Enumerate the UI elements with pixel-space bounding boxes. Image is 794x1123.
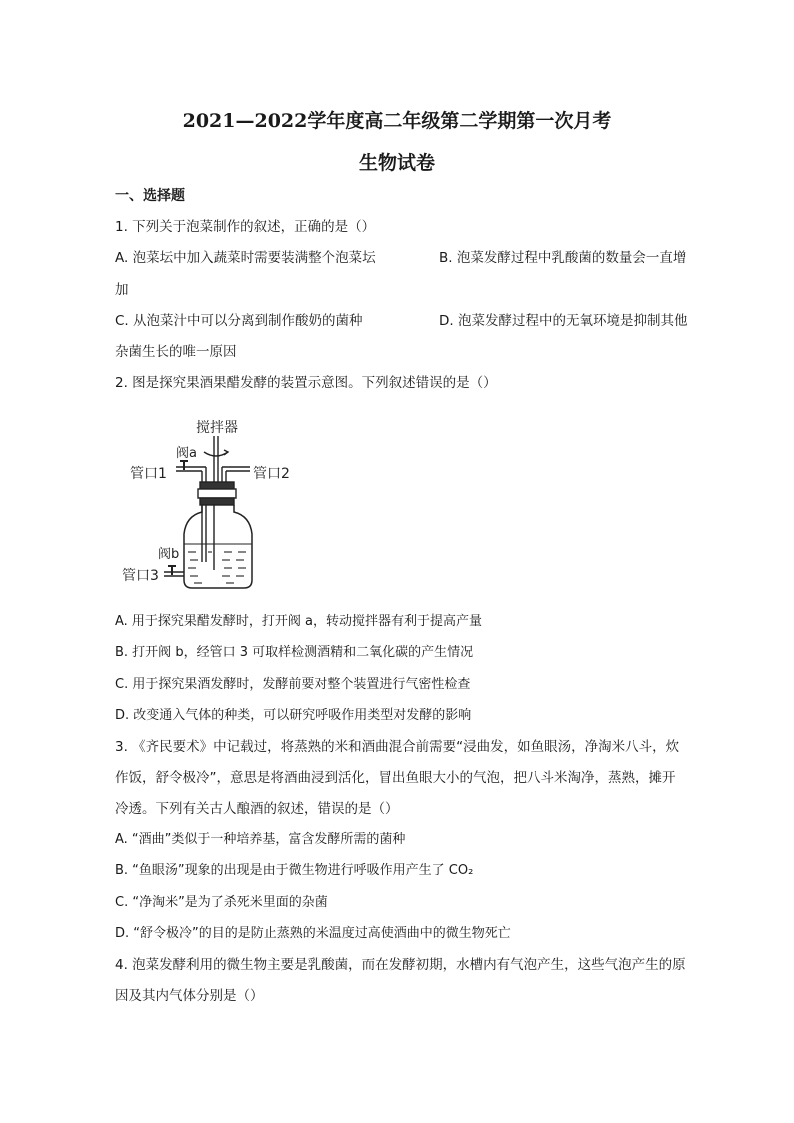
pipe-3 xyxy=(164,566,184,576)
stirrer-label: 搅拌器 xyxy=(196,420,238,436)
q2-option-c: C. 用于探究果酒发酵时，发酵前要对整个装置进行气密性检查 xyxy=(115,677,471,692)
q3-option-c: C. “净淘米”是为了杀死米里面的杂菌 xyxy=(115,895,328,910)
fermentation-apparatus-figure xyxy=(118,412,308,592)
q1-option-d: D. 泡菜发酵过程中的无氧环境是抑制其他 xyxy=(439,313,688,329)
q2-option-b: B. 打开阀 b，经管口 3 可取样检测酒精和二氧化碳的产生情况 xyxy=(115,645,474,660)
pipe-1-label: 管口1 xyxy=(130,466,167,482)
q3-stem-line-1: 3. 《齐民要术》中记载过，将蒸熟的米和酒曲混合前需要“浸曲发，如鱼眼汤，净淘米八斗，炊 xyxy=(115,739,680,755)
q3-option-a: A. “酒曲”类似于一种培养基，富含发酵所需的菌种 xyxy=(115,832,406,847)
section-heading: 一、选择题 xyxy=(115,188,185,204)
q1-stem: 1. 下列关于泡菜制作的叙述，正确的是（） xyxy=(115,219,376,235)
q1-option-c: C. 从泡菜汁中可以分离到制作酸奶的菌种 xyxy=(115,313,363,329)
exam-title: 2021—2022学年度高二年级第二学期第一次月考 xyxy=(182,110,612,132)
pipe-3-label: 管口3 xyxy=(122,568,159,584)
q1-option-b: B. 泡菜发酵过程中乳酸菌的数量会一直增 xyxy=(439,250,687,266)
q3-option-b: B. “鱼眼汤”现象的出现是由于微生物进行呼吸作用产生了 CO₂ xyxy=(115,863,474,878)
exam-subtitle: 生物试卷 xyxy=(358,152,435,174)
valve-b-label: 阀b xyxy=(158,547,180,562)
q1-option-b-continued: 加 xyxy=(115,282,129,298)
q3-option-d: D. “舒令极冷”的目的是防止蒸熟的米温度过高使酒曲中的微生物死亡 xyxy=(115,926,511,941)
q3-stem-line-2: 作饭，舒令极冷”，意思是将酒曲浸到活化，冒出鱼眼大小的气泡，把八斗米淘净，蒸熟，摊开 xyxy=(115,770,676,786)
q4-stem-line-1: 4. 泡菜发酵利用的微生物主要是乳酸菌，而在发酵初期，水槽内有气泡产生，这些气泡产生的原 xyxy=(115,957,686,973)
q2-option-a: A. 用于探究果醋发酵时，打开阀 a，转动搅拌器有利于提高产量 xyxy=(115,614,483,629)
q2-stem: 2. 图是探究果酒果醋发酵的装置示意图。下列叙述错误的是（） xyxy=(115,375,497,391)
q3-stem-line-3: 冷透。下列有关古人酿酒的叙述，错误的是（） xyxy=(115,801,399,817)
q1-option-a: A. 泡菜坛中加入蔬菜时需要装满整个泡菜坛 xyxy=(115,250,376,266)
bottle-stopper xyxy=(198,482,236,505)
pipe-2-label: 管口2 xyxy=(253,466,290,482)
q2-option-d: D. 改变通入气体的种类，可以研究呼吸作用类型对发酵的影响 xyxy=(115,708,472,723)
valve-a-label: 阀a xyxy=(176,446,197,461)
q4-stem-line-2: 因及其内气体分别是（） xyxy=(115,988,264,1004)
q1-option-d-continued: 杂菌生长的唯一原因 xyxy=(115,344,237,360)
fermentation-liquid xyxy=(184,544,252,583)
